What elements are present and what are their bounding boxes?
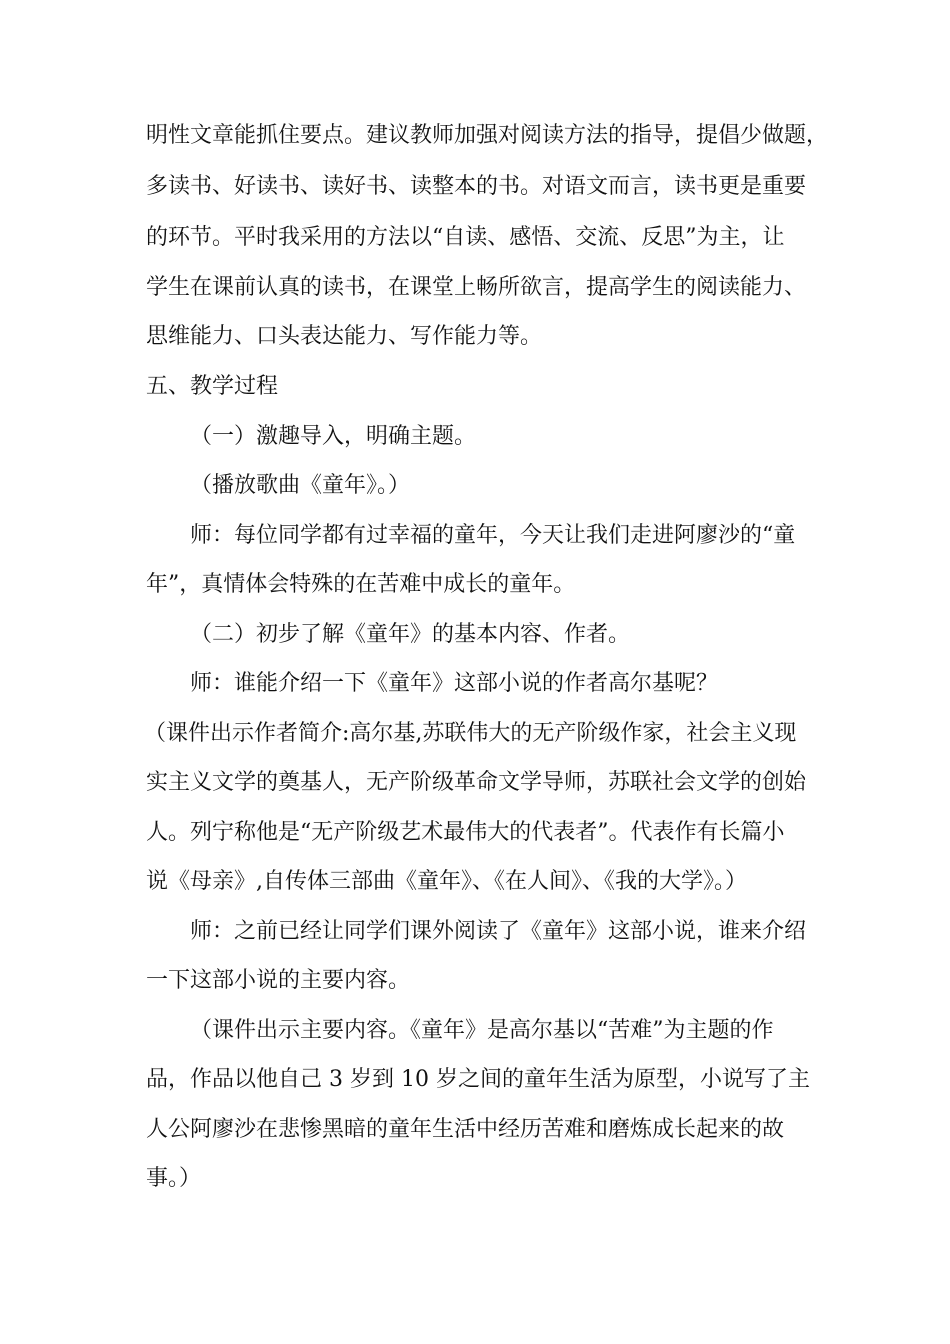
paragraph-line: 人。列宁称他是“无产阶级艺术最伟大的代表者”。代表作有长篇小 bbox=[146, 820, 785, 845]
paragraph-line: 一下这部小说的主要内容。 bbox=[146, 968, 411, 993]
section-heading: 五、教学过程 bbox=[146, 374, 279, 399]
paragraph-line: 师：谁能介绍一下《童年》这部小说的作者高尔基呢？ bbox=[190, 671, 719, 696]
paragraph-line: （播放歌曲《童年》。） bbox=[190, 473, 411, 498]
paragraph-line: 师：每位同学都有过幸福的童年，今天让我们走进阿廖沙的“童 bbox=[190, 523, 796, 548]
paragraph-line: 多读书、好读书、读好书、读整本的书。对语文而言，读书更是重要 bbox=[146, 174, 807, 199]
subsection-heading: （二）初步了解《童年》的基本内容、作者。 bbox=[190, 622, 631, 647]
paragraph-line: （课件出示作者简介:高尔基,苏联伟大的无产阶级作家，社会主义现 bbox=[144, 721, 797, 746]
paragraph-line: 人公阿廖沙在悲惨黑暗的童年生活中经历苦难和磨炼成长起来的故 bbox=[146, 1117, 785, 1142]
paragraph-line: 事。） bbox=[146, 1166, 202, 1191]
paragraph-line: 的环节。平时我采用的方法以“自读、感悟、交流、反思”为主，让 bbox=[146, 225, 785, 250]
subsection-heading: （一）激趣导入，明确主题。 bbox=[190, 424, 477, 449]
paragraph-line: 明性文章能抓住要点。建议教师加强对阅读方法的指导，提倡少做题， bbox=[146, 123, 829, 148]
paragraph-line: 实主义文学的奠基人，无产阶级革命文学导师，苏联社会文学的创始 bbox=[146, 770, 807, 795]
paragraph-line: 学生在课前认真的读书，在课堂上畅所欲言，提高学生的阅读能力、 bbox=[146, 275, 807, 300]
paragraph-line: （课件出示主要内容。《童年》是高尔基以“苦难”为主题的作 bbox=[190, 1018, 774, 1043]
paragraph-line: 师：之前已经让同学们课外阅读了《童年》这部小说，谁来介绍 bbox=[190, 919, 807, 944]
paragraph-line: 思维能力、口头表达能力、写作能力等。 bbox=[146, 324, 543, 349]
paragraph-line: 品，作品以他自己 3 岁到 10 岁之间的童年生活为原型，小说写了主 bbox=[146, 1067, 810, 1092]
paragraph-line: 年”，真情体会特殊的在苦难中成长的童年。 bbox=[146, 572, 576, 597]
paragraph-line: 说《母亲》,自传体三部曲《童年》、《在人间》、《我的大学》。） bbox=[146, 869, 747, 894]
